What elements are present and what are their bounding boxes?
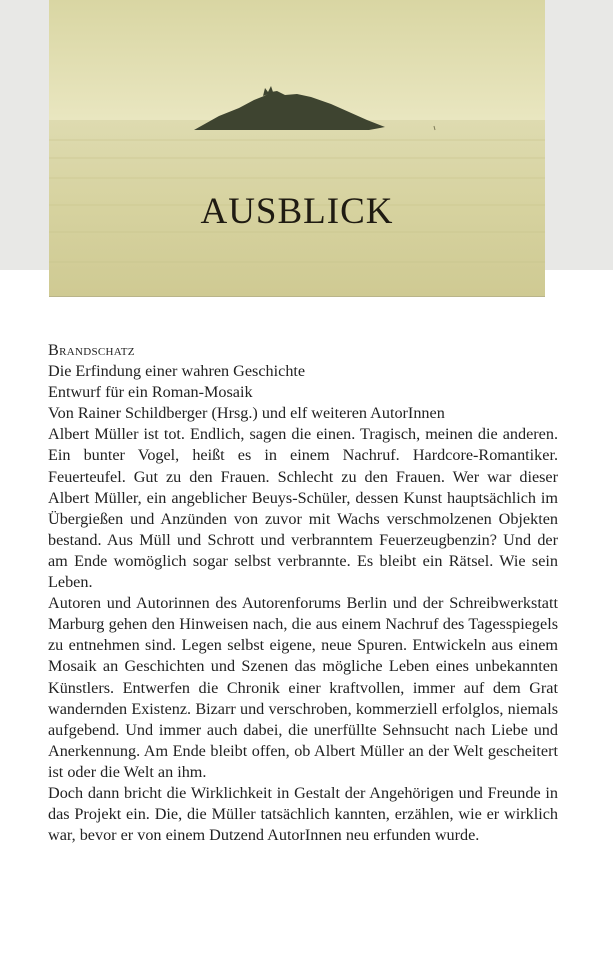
cover-image — [49, 0, 545, 297]
book-description — [48, 340, 558, 846]
description-paragraph-1: Albert Müller ist tot. Endlich, sagen die einen. Tragisch, meinen die anderen. Ein bunter Vogel, heißt es in einem Nachruf. Hardcore-Romantiker. Feuerteufel. Gut zu den Frauen. Schlecht zu den Frauen. Wer war dieser Albert Müller, ein angeblicher Beuys-Schüler, dessen Kunst hauptsächlich im Übergießen und Anzünden von zuvor mit Wachs verschmolzenen Objekten bestand. Aus Müll und Schrott und verbranntem Feuerzeugbenzin? Und der am Ende womöglich sogar selbst verbrannte. Es bleibt ein Rätsel. Wie sein Leben. — [48, 425, 558, 592]
sea-island-illustration — [49, 0, 545, 296]
description-paragraph-3: Doch dann bricht die Wirklichkeit in Gestalt der Angehörigen und Freunde in das Projekt ein. Die, die Müller tatsächlich kannten, erzählen, wie er wirklich war, bevor er von einem Dutzend AutorInnen neu erfunden wurde. — [48, 783, 558, 845]
book-authors: Von Rainer Schildberger (Hrsg.) und elf weiteren AutorInnen — [48, 404, 445, 423]
book-heading: Brandschatz — [48, 341, 135, 359]
description-paragraph-2: Autoren und Autorinnen des Autorenforums Berlin und der Schreibwerkstatt Marburg gehen den Hinweisen nach, die aus einem Nachruf des Tagesspiegels zu entnehmen sind. Legen selbst eigene, neue Spuren. Entwickeln aus einem Mosaik an Geschichten und Szenen das mögliche Leben eines unbekannten Künstlers. Entwerfen die Chronik einer kraftvollen, immer auf dem Grat wandernden Existenz. Bizarr und verschroben, kommerziell erfolglos, niemals aufgebend. Und immer auch dabei, die unerfüllte Sehnsucht nach Liebe und Anerkennung. Am Ende bleibt offen, ob Albert Müller an der Welt gescheitert ist oder die Welt an ihm. — [48, 594, 558, 781]
cover-title: AUSBLICK — [200, 191, 394, 232]
book-subtitle: Die Erfindung einer wahren Geschichte — [48, 362, 306, 381]
book-tagline: Entwurf für ein Roman-Mosaik — [48, 383, 253, 402]
